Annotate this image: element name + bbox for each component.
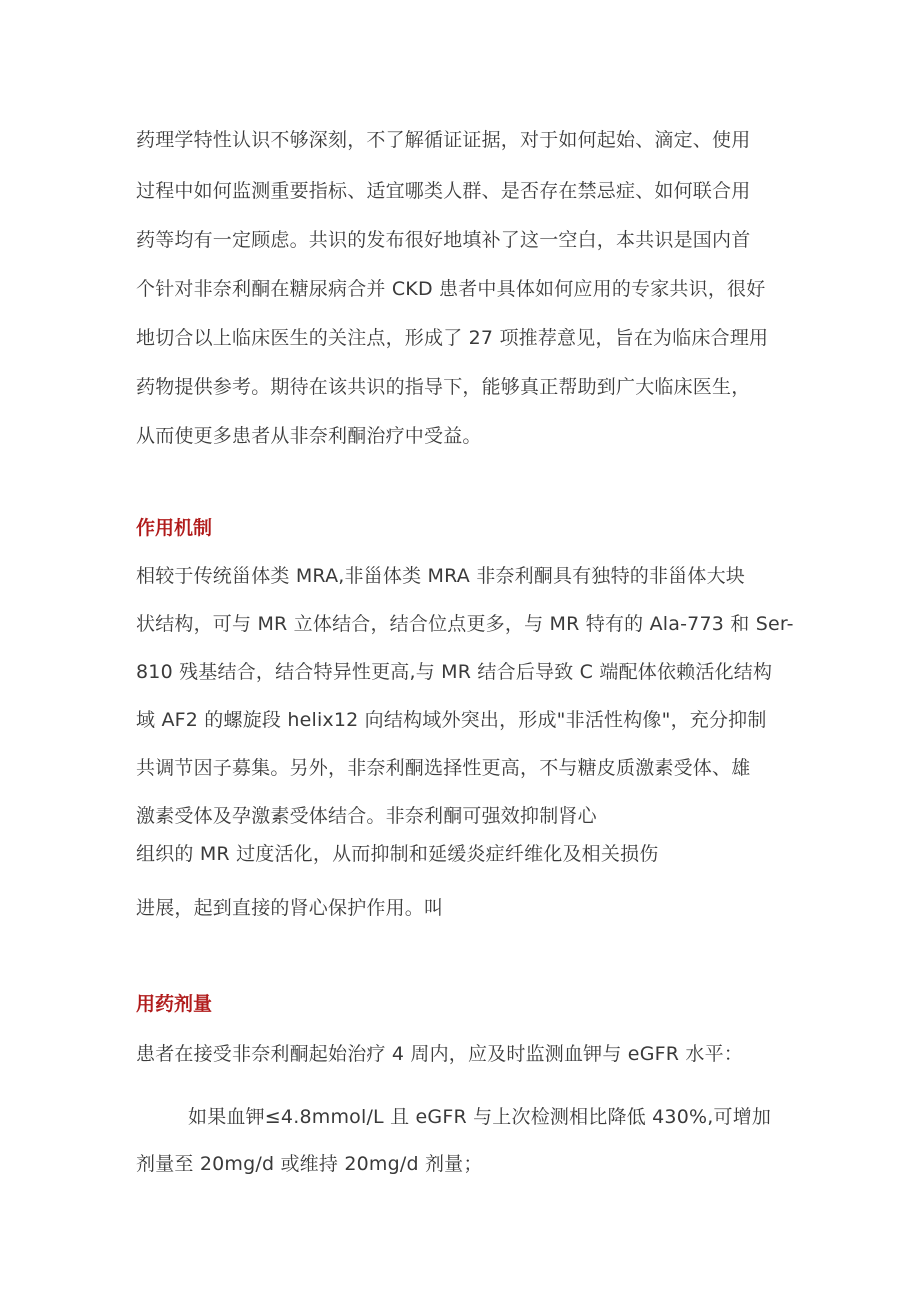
mechanism-line-3: 810 残基结合，结合特异性更高,与 MR 结合后导致 C 端配体依赖活化结构 (136, 661, 773, 683)
paragraph1-line-3: 药等均有一定顾虑。共识的发布很好地填补了这一空白，本共识是国内首 (136, 229, 751, 251)
section-heading-mechanism: 作用机制 (136, 517, 213, 539)
section-heading-dosage: 用药剂量 (136, 993, 213, 1015)
dosage-item1-line1: 如果血钾≤4.8mmol/L 且 eGFR 与上次检测相比降低 430%,可增加 (188, 1106, 772, 1128)
mechanism-line-6: 激素受体及孕激素受体结合。非奈利酮可强效抑制肾心 (136, 805, 597, 827)
paragraph1-line-6: 药物提供参考。期待在该共识的指导下，能够真正帮助到广大临床医生， (136, 376, 751, 398)
mechanism-line-7: 组织的 MR 过度活化，从而抑制和延缓炎症纤维化及相关损伤 (136, 843, 659, 865)
mechanism-line-1: 相较于传统甾体类 MRA,非甾体类 MRA 非奈利酮具有独特的非甾体大块 (136, 565, 746, 587)
dosage-intro: 患者在接受非奈利酮起始治疗 4 周内，应及时监测血钾与 eGFR 水平： (136, 1043, 743, 1065)
paragraph1-line-4: 个针对非奈利酮在糖尿病合并 CKD 患者中具体如何应用的专家共识，很好 (136, 278, 766, 300)
paragraph1-line-1: 药理学特性认识不够深刻，不了解循证证据，对于如何起始、滴定、使用 (136, 129, 751, 151)
paragraph1-line-2: 过程中如何监测重要指标、适宜哪类人群、是否存在禁忌症、如何联合用 (136, 180, 751, 202)
paragraph1-line-7: 从而使更多患者从非奈利酮治疗中受益。 (136, 425, 482, 447)
mechanism-line-4: 域 AF2 的螺旋段 helix12 向结构域外突出，形成"非活性构像"，充分抑制 (136, 709, 767, 731)
mechanism-line-5: 共调节因子募集。另外，非奈利酮选择性更高，不与糖皮质激素受体、雄 (136, 757, 751, 779)
dosage-item1-line2: 剂量至 20mg/d 或维持 20mg/d 剂量； (136, 1153, 483, 1175)
mechanism-line-8: 进展，起到直接的肾心保护作用。叫 (136, 897, 444, 919)
mechanism-line-2: 状结构，可与 MR 立体结合，结合位点更多，与 MR 特有的 Ala-773 和 Ser- (136, 613, 794, 635)
paragraph1-line-5: 地切合以上临床医生的关注点，形成了 27 项推荐意见，旨在为临床合理用 (136, 327, 769, 349)
